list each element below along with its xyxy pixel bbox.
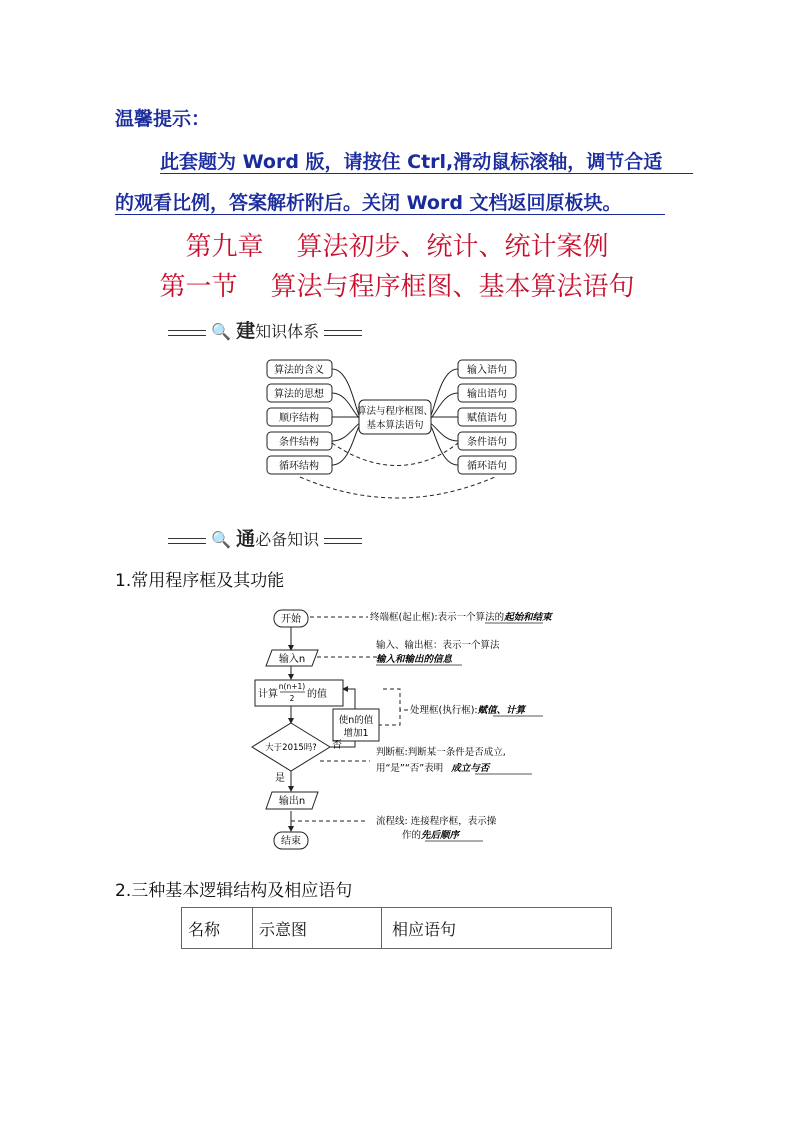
heading-1: 1.常用程序框及其功能 [115,571,285,591]
map-left-item: 算法的含义 [274,365,324,376]
section-title: 第一节 算法与程序框图、基本算法语句 [159,272,635,302]
flow-increment-line-1: 使n的值 [338,715,374,726]
map-left-item: 顺序结构 [279,413,319,424]
note-flow-prefix: 作的 [402,830,422,841]
essential-label: 必备知识 [255,530,320,549]
magnifier-icon: 🔍 [211,530,232,549]
map-center [357,400,433,434]
flow-calc-suffix: 的值 [307,689,327,700]
flow-calc-denominator: 2 [289,694,295,703]
double-rule [324,330,362,336]
flow-calc-numerator: n(n+1) [278,682,306,691]
note-process [410,704,527,716]
note-io-fill: 输入和输出的信息 [376,654,453,665]
map-right-items [458,360,516,474]
essential-header [168,524,362,551]
tip-title: 温馨提示： [115,108,211,130]
note-flow-line-1: 流程线: 连接程序框，表示操 [376,816,497,827]
tip-line-1: 此套题为 Word 版，请按住 Ctrl,滑动鼠标滚轴，调节合适 [160,151,663,173]
table-header-name: 名称 [182,908,253,949]
map-right-item: 条件语句 [467,437,507,448]
heading-2: 2.三种基本逻辑结构及相应语句 [115,881,353,901]
tip-underline-2 [115,214,665,215]
map-right-item: 循环语句 [467,461,507,472]
map-left-item: 算法的思想 [274,389,324,400]
tip-underline-1 [160,173,693,174]
note-flow-line-2 [402,829,461,841]
flow-decision: 大于2015吗? [265,743,317,753]
flow-output: 输出n [278,796,306,807]
note-terminal [370,611,553,623]
note-decision-line-1: 判断框:判断某一条件是否成立, [376,747,506,758]
knowledge-label: 知识体系 [255,322,320,341]
flow-yes-label: 是 [275,773,285,784]
note-decision-line-2 [376,762,491,774]
essential-badge: 通 [236,528,256,550]
map-center-line-1: 算法与程序框图、 [356,406,434,417]
tip-line-2: 的观看比例，答案解析附后。关闭 Word 文档返回原板块。 [115,192,622,214]
map-left-item: 循环结构 [279,461,319,472]
flow-calc-prefix: 计算 [258,689,278,700]
flow-input: 输入n [278,654,306,665]
flow-no-label: 否 [332,740,342,751]
note-flow-fill: 先后顺序 [421,830,460,841]
map-right-item: 输入语句 [467,365,507,376]
note-io-line-1: 输入、输出框：表示一个算法 [376,640,500,651]
note-decision-line-2-text: 用“是”“否”表明 [376,763,444,774]
map-center-line-2: 基本算法语句 [366,420,424,431]
chapter-title: 第九章 算法初步、统计、统计案例 [185,232,609,262]
note-process-prefix: 处理框(执行框): [410,705,478,716]
map-right-item: 输出语句 [467,389,507,400]
table-header-diagram: 示意图 [253,908,382,949]
flowchart-diagram [250,605,560,850]
double-rule [168,538,206,544]
knowledge-header [168,316,362,343]
flow-start: 开始 [281,614,301,625]
table-header-statement: 相应语句 [382,908,612,949]
double-rule [324,538,362,544]
note-terminal-fill: 起始和结束 [504,612,552,623]
flow-increment-line-2: 增加1 [343,728,369,739]
logic-structures-table [181,907,612,949]
note-process-fill: 赋值、计算 [477,705,526,716]
double-rule [168,330,206,336]
knowledge-map [255,355,535,500]
table-header-row [182,908,612,949]
flow-end: 结束 [281,836,301,847]
note-decision-fill: 成立与否 [451,763,490,774]
knowledge-badge: 建 [236,320,256,342]
map-right-item: 赋值语句 [467,413,507,424]
map-left-item: 条件结构 [279,437,319,448]
map-left-items [267,360,332,474]
note-terminal-prefix: 终端框(起止框):表示一个算法的 [370,612,505,623]
magnifier-icon: 🔍 [211,322,232,341]
